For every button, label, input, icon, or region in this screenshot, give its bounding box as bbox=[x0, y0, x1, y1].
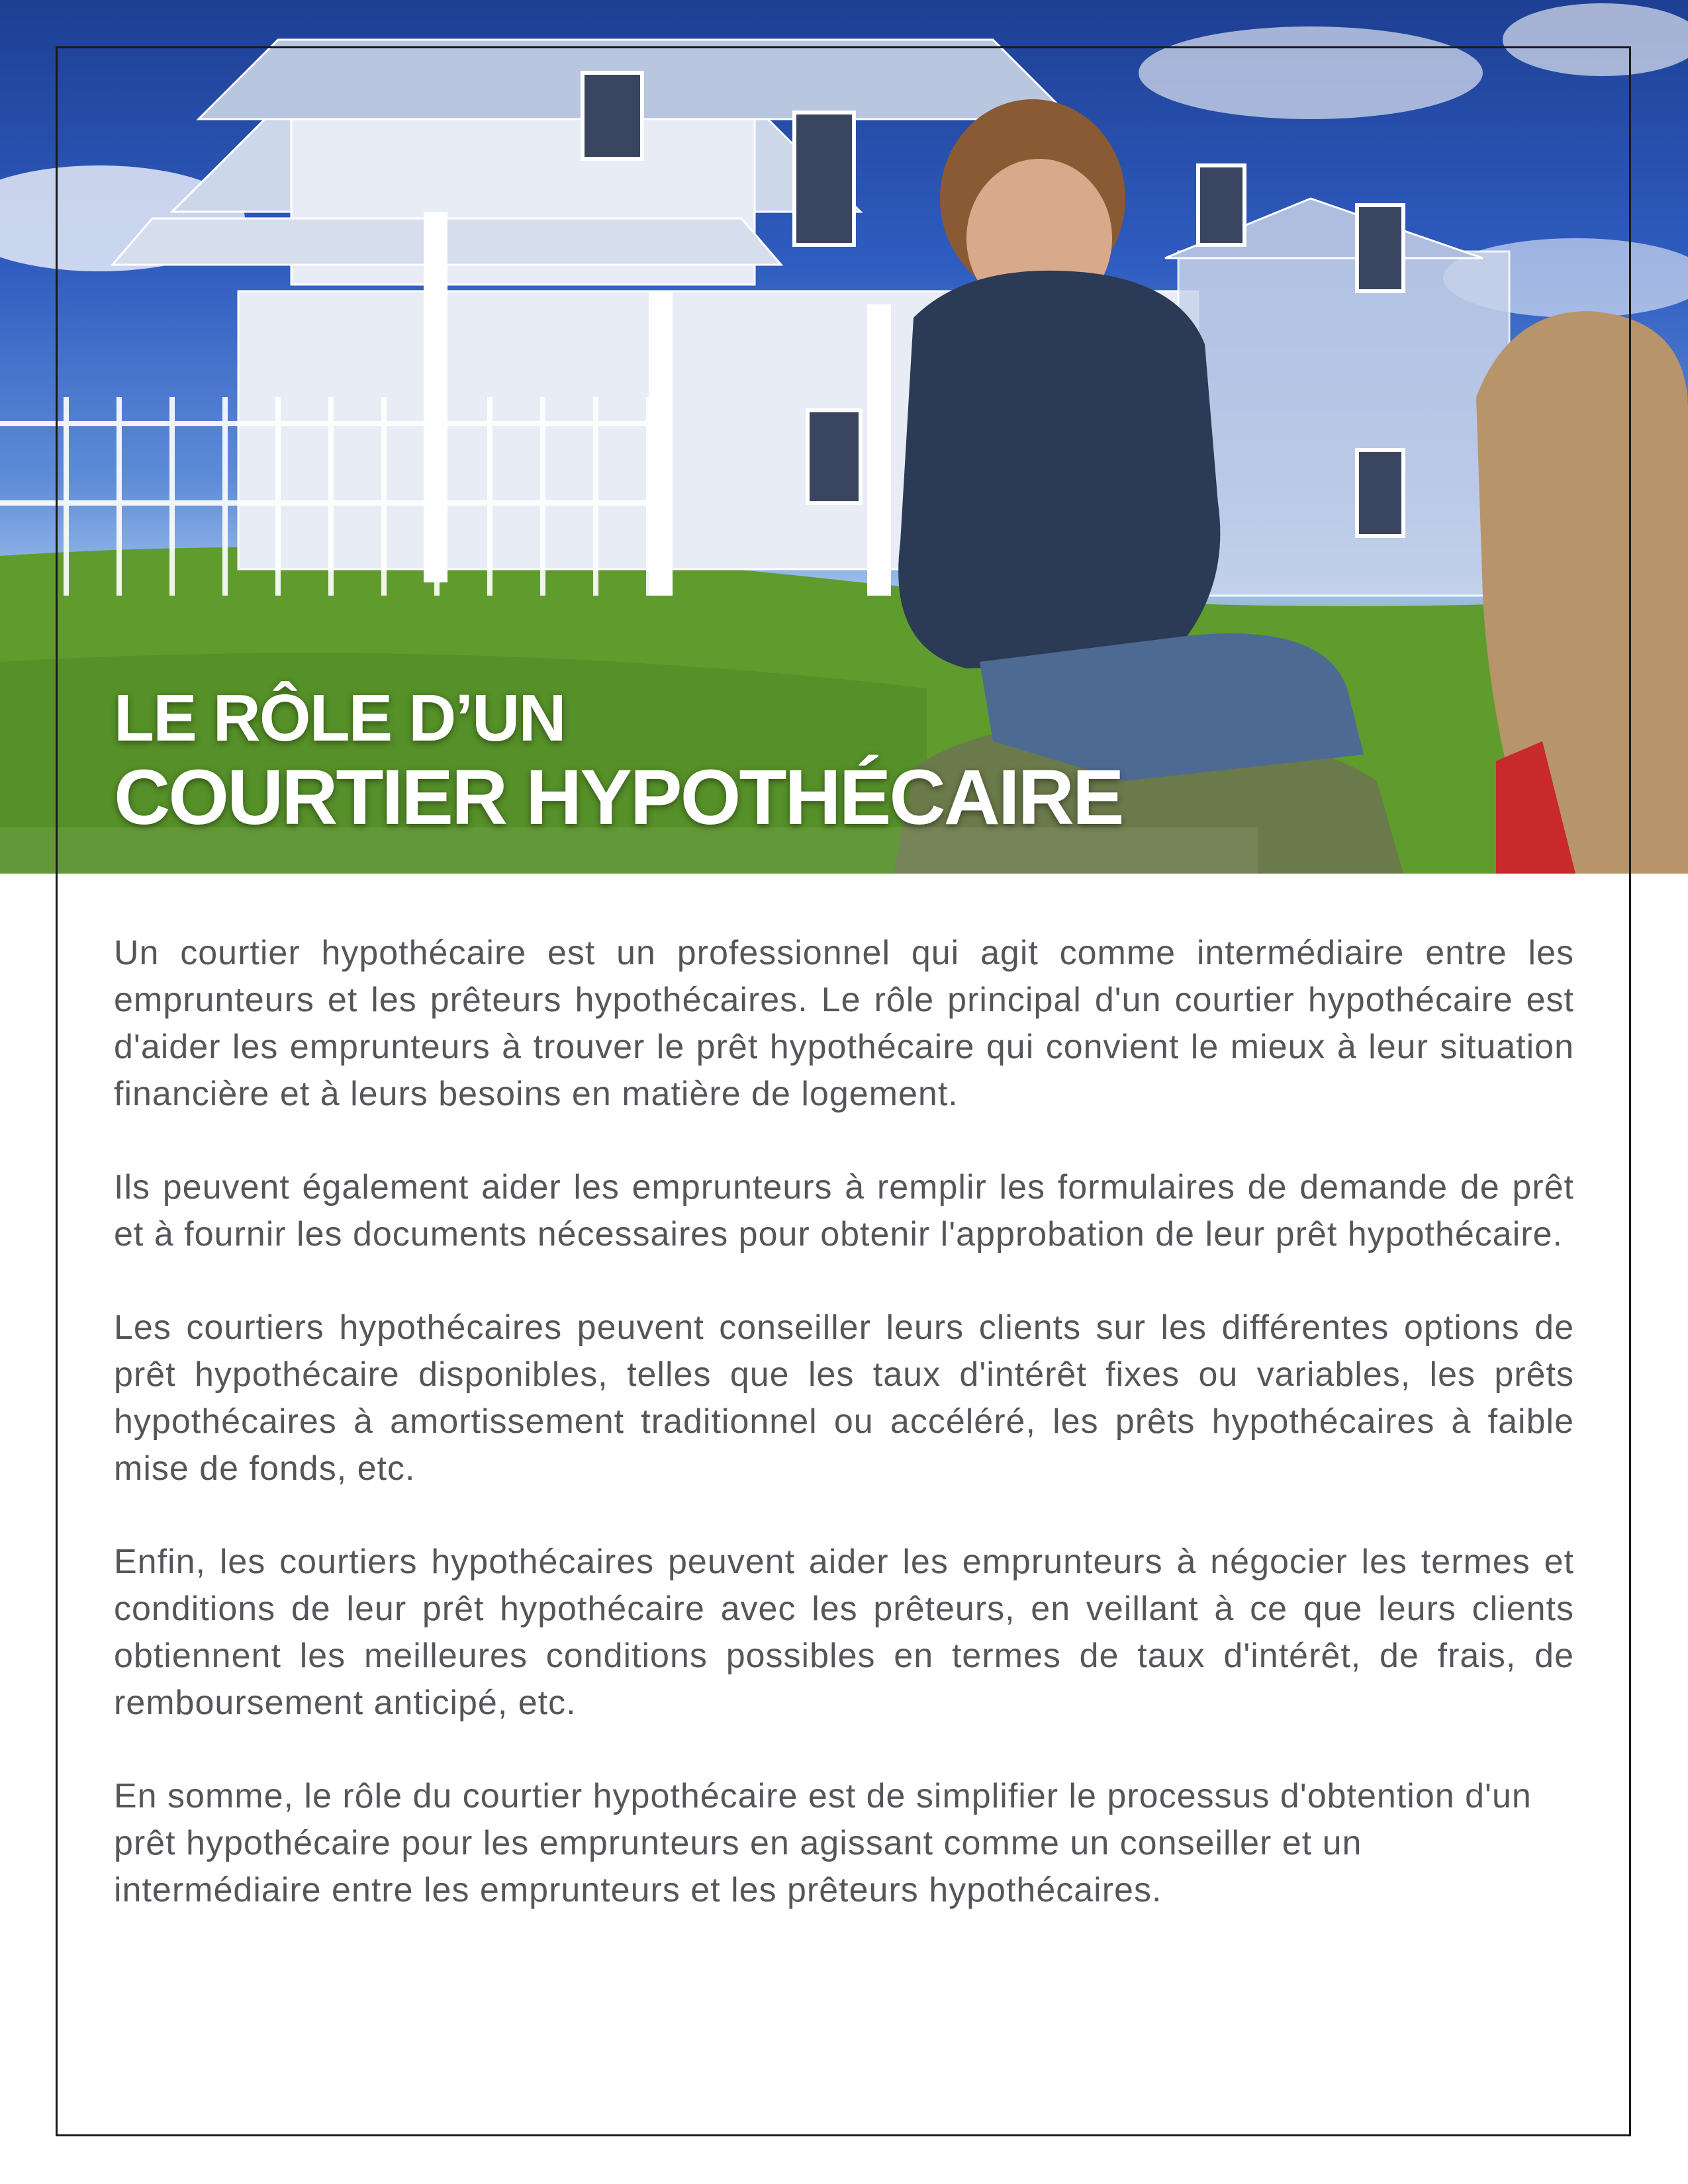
title-line-2: COURTIER HYPOTHÉCAIRE bbox=[114, 754, 1123, 841]
article-body bbox=[114, 930, 1574, 1960]
paragraph-2: Ils peuvent également aider les emprunteurs à remplir les formulaires de demande de prêt et à fournir les documents nécessaires pour obtenir l'approbation de leur prêt hypothécaire. bbox=[114, 1168, 1574, 1253]
paragraph-4: Enfin, les courtiers hypothécaires peuvent aider les emprunteurs à négocier les termes et conditions de leur prêt hypothécaire avec les prêteurs, en veillant à ce que leurs clients obtiennent les meilleures conditions possibles en termes de taux d'intérêt, de frais, de remboursement anticipé, etc. bbox=[114, 1543, 1574, 1722]
page-title bbox=[114, 682, 1239, 841]
hero-image bbox=[0, 0, 1688, 874]
paragraph-3: Les courtiers hypothécaires peuvent conseiller leurs clients sur les différentes options de prêt hypothécaire disponibles, telles que les taux d'intérêt fixes ou variables, les prêts hypothécaires à amortissement traditionnel ou accéléré, les prêts hypothécaires à faible mise de fonds, etc. bbox=[114, 1308, 1574, 1488]
paragraph-1: Un courtier hypothécaire est un professionnel qui agit comme intermédiaire entre les emprunteurs et les prêteurs hypothécaires. Le rôle principal d'un courtier hypothécaire est d'aider les emprunteurs à trouver le prêt hypothécaire qui convient le mieux à leur situation financière et à leurs besoins en matière de logement. bbox=[114, 934, 1574, 1113]
paragraph-5: En somme, le rôle du courtier hypothécaire est de simplifier le processus d'obtention d'un prêt hypothécaire pour les emprunteurs en agissant comme un conseiller et un intermédiaire entre les emprunteurs et les prêteurs hypothécaires. bbox=[114, 1777, 1532, 1909]
title-line-1: LE RÔLE D’UN bbox=[114, 681, 565, 755]
